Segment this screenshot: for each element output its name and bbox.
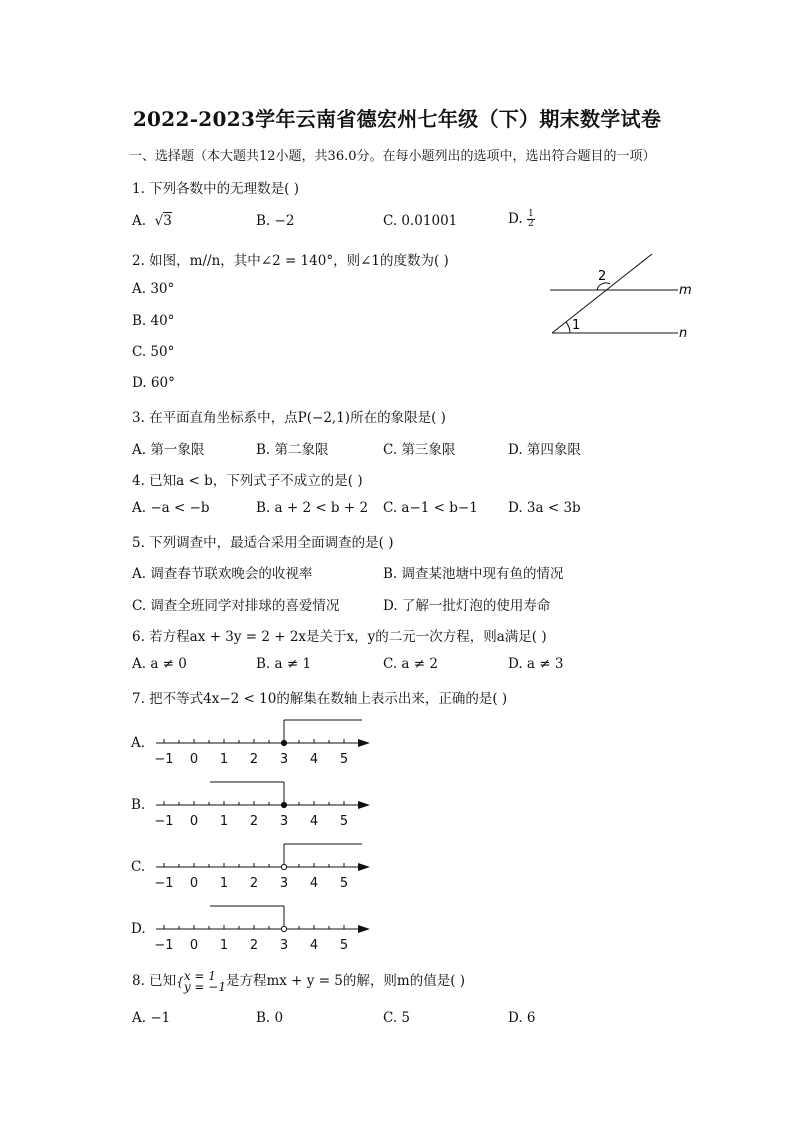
q6-option-a[interactable]: A. a ≠ 0 [132, 656, 187, 672]
axis-arrow-icon [358, 863, 370, 871]
tick-label: 2 [249, 876, 259, 891]
q1-option-b[interactable]: B. −2 [256, 213, 295, 229]
tick-label: 3 [279, 752, 289, 767]
tick-label: 2 [249, 938, 259, 953]
q2-option-a[interactable]: A. 30° [132, 281, 175, 297]
tick-label: 1 [219, 876, 229, 891]
tick-label: 4 [309, 876, 319, 891]
q3-option-a[interactable]: A. 第一象限 [132, 442, 205, 458]
q8-option-a[interactable]: A. −1 [132, 1010, 171, 1026]
q7-option-a-number-line[interactable] [150, 715, 380, 767]
question-4-stem: 4. 已知a < b，下列式子不成立的是( ) [132, 473, 363, 489]
q3-option-c[interactable]: C. 第三象限 [383, 442, 456, 458]
tick-label: 0 [189, 752, 199, 767]
tick-label: 0 [189, 876, 199, 891]
tick-label: −1 [154, 752, 174, 767]
q7-option-b-number-line[interactable] [150, 777, 380, 829]
axis-arrow-icon [358, 925, 370, 933]
q6-option-c[interactable]: C. a ≠ 2 [383, 656, 438, 672]
q5-option-a[interactable]: A. 调查春节联欢晚会的收视率 [132, 566, 313, 582]
open-endpoint-dot [281, 926, 286, 931]
q8-option-b[interactable]: B. 0 [256, 1010, 284, 1026]
q5-option-b[interactable]: B. 调查某池塘中现有鱼的情况 [383, 566, 564, 582]
exam-title: 2022-2023学年云南省德宏州七年级（下）期末数学试卷 [132, 107, 662, 131]
transversal-line [552, 254, 652, 333]
q8-option-d[interactable]: D. 6 [508, 1010, 536, 1026]
parallel-lines-figure [540, 248, 700, 343]
tick-label: 4 [309, 752, 319, 767]
tick-label: 5 [339, 876, 349, 891]
open-endpoint-dot [281, 864, 286, 869]
axis-arrow-icon [358, 801, 370, 809]
q1-option-a[interactable]: A. √3 [132, 213, 172, 229]
q5-option-d[interactable]: D. 了解一批灯泡的使用寿命 [383, 598, 551, 614]
tick-label: 4 [309, 814, 319, 829]
tick-label: 1 [219, 752, 229, 767]
tick-label: 3 [279, 814, 289, 829]
q7-option-b-label[interactable]: B. [131, 797, 146, 813]
q7-option-d-label[interactable]: D. [131, 921, 146, 937]
system-eq-2: y = −1 [183, 979, 226, 994]
q7-option-d-number-line[interactable] [150, 901, 380, 953]
question-5-stem: 5. 下列调查中，最适合采用全面调查的是( ) [132, 535, 394, 551]
section-heading: 一、选择题（本大题共12小题，共36.0分。在每小题列出的选项中，选出符合题目的一项） [129, 149, 656, 164]
tick-label: 1 [219, 938, 229, 953]
q8-stem-suffix: 是方程mx + y = 5的解，则m的值是( ) [225, 973, 466, 989]
angle-1-label: 1 [572, 318, 581, 333]
tick-label: 4 [309, 938, 319, 953]
tick-label: 3 [279, 876, 289, 891]
tick-label: 0 [189, 938, 199, 953]
tick-label: 1 [219, 814, 229, 829]
line-n-label: n [679, 326, 688, 341]
equation-system: { x = 1 y = −1 [176, 968, 226, 994]
q2-option-b[interactable]: B. 40° [132, 313, 175, 329]
q3-option-d[interactable]: D. 第四象限 [508, 442, 581, 458]
q8-option-c[interactable]: C. 5 [383, 1010, 411, 1026]
q7-option-c-label[interactable]: C. [131, 859, 146, 875]
q7-option-a-label[interactable]: A. [131, 735, 146, 751]
q3-option-b[interactable]: B. 第二象限 [256, 442, 329, 458]
tick-label: 0 [189, 814, 199, 829]
question-1-stem: 1. 下列各数中的无理数是( ) [132, 181, 299, 197]
closed-endpoint-dot [281, 740, 286, 745]
question-7-stem: 7. 把不等式4x−2 < 10的解集在数轴上表示出来，正确的是( ) [132, 691, 508, 707]
question-3-stem: 3. 在平面直角坐标系中，点P(−2,1)所在的象限是( ) [132, 410, 446, 426]
q1-option-c[interactable]: C. 0.01001 [383, 213, 458, 229]
q4-option-c[interactable]: C. a−1 < b−1 [383, 500, 478, 516]
tick-label: −1 [154, 814, 174, 829]
tick-label: 2 [249, 814, 259, 829]
q5-option-c[interactable]: C. 调查全班同学对排球的喜爱情况 [132, 598, 340, 614]
q1-option-d[interactable]: D. $\frac{1}{2}$ [508, 209, 534, 229]
tick-label: 3 [279, 938, 289, 953]
q6-option-b[interactable]: B. a ≠ 1 [256, 656, 312, 672]
q2-option-c[interactable]: C. 50° [132, 344, 175, 360]
tick-label: −1 [154, 876, 174, 891]
tick-label: 5 [339, 752, 349, 767]
tick-label: 5 [339, 938, 349, 953]
system-eq-1: x = 1 [183, 968, 216, 983]
q4-option-a[interactable]: A. −a < −b [132, 500, 210, 516]
angle-1-arc [566, 322, 570, 333]
closed-endpoint-dot [281, 802, 286, 807]
tick-label: 5 [339, 814, 349, 829]
q7-option-c-number-line[interactable] [150, 839, 380, 891]
tick-label: 2 [249, 752, 259, 767]
q8-stem-prefix: 8. 已知 [132, 973, 177, 989]
axis-arrow-icon [358, 739, 370, 747]
tick-label: −1 [154, 938, 174, 953]
q6-option-d[interactable]: D. a ≠ 3 [508, 656, 564, 672]
question-8-stem [132, 969, 465, 993]
q2-option-d[interactable]: D. 60° [132, 375, 175, 391]
angle-2-label: 2 [598, 269, 607, 284]
q4-option-d[interactable]: D. 3a < 3b [508, 500, 581, 516]
q4-option-b[interactable]: B. a + 2 < b + 2 [256, 500, 369, 516]
question-6-stem: 6. 若方程ax + 3y = 2 + 2x是关于x，y的二元一次方程，则a满足( ) [132, 629, 547, 645]
line-m-label: m [679, 283, 692, 298]
question-2-stem: 2. 如图，m//n，其中∠2 = 140°，则∠1的度数为( ) [132, 253, 449, 269]
